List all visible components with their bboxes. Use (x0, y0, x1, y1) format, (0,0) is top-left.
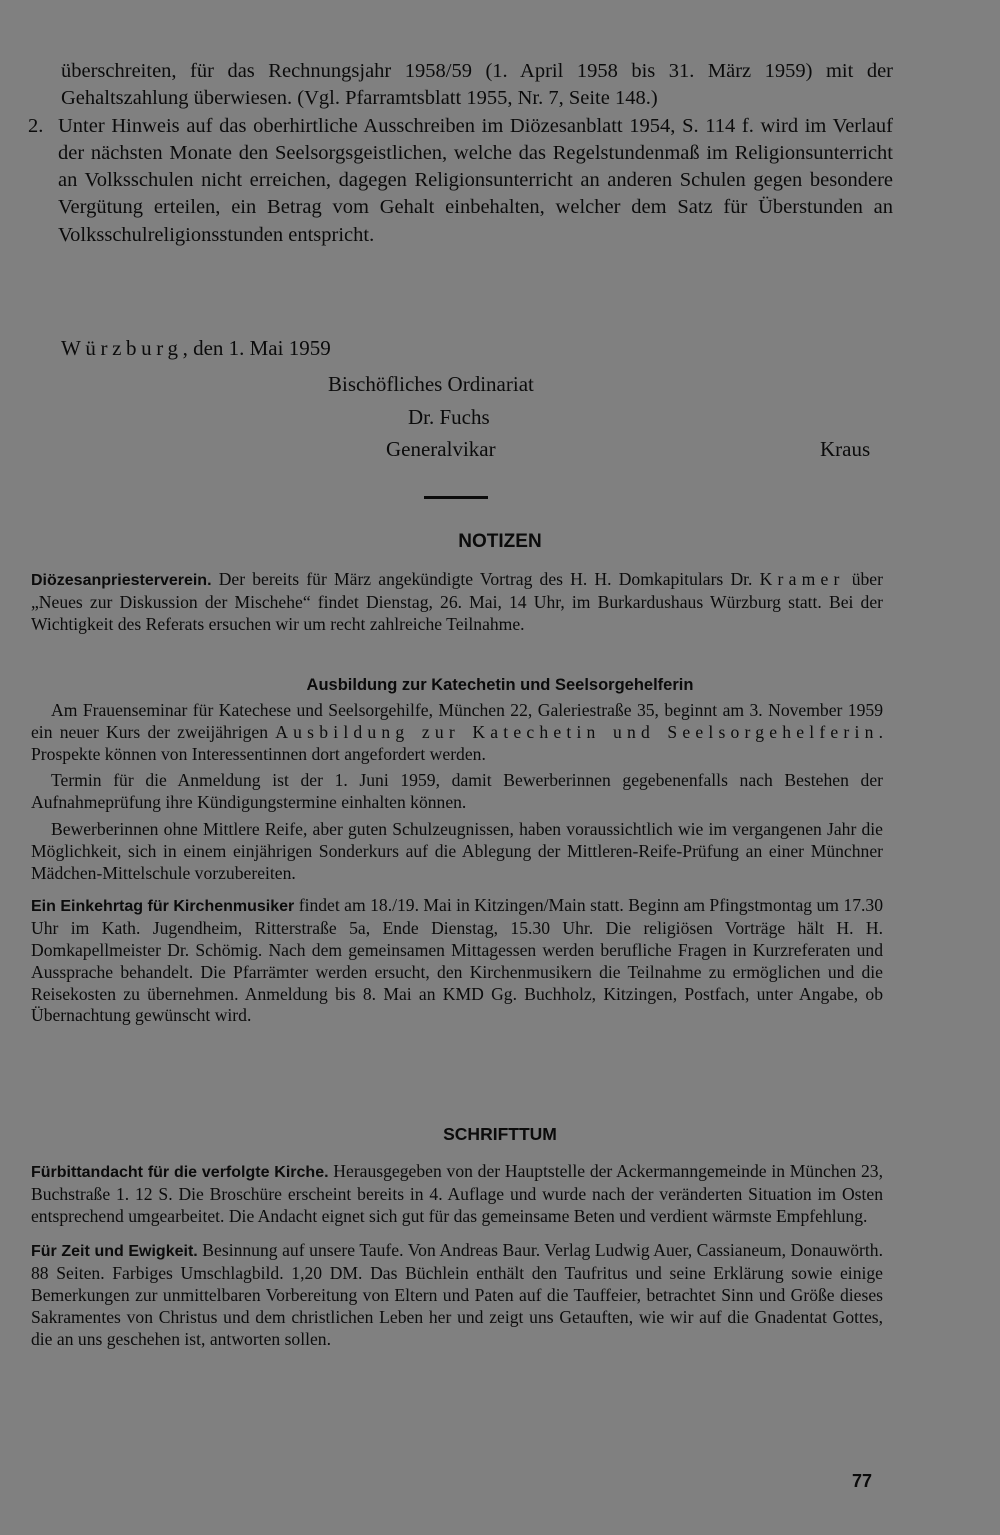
book-title: Fürbittandacht für die verfolgte Kirche. (31, 1164, 329, 1181)
book-review-2 (31, 1240, 883, 1350)
note-text: findet am 18./19. Mai in Kitzingen/Main statt. Beginn am Pfingstmontag um 17.30 Uhr im Kath. Jugendheim, Ritterstraße 5a, Ende Dienstag, 15.30 Uhr. Die religiösen Vorträge hält H. H. Domkapellmeister Dr. Schömig. Nach dem gemeinsamen Mittagessen werden berufliche Fragen in Kurzreferaten und Aussprache behandelt. Die Pfarrämter werden ersucht, den Kirchenmusikern die Teilnahme zu ermöglichen und die Reisekosten zu übernehmen. Anmeldung bis 8. Mai an KMD Gg. Buchholz, Kitzingen, Postfach, unter Angabe, ob Übernachtung gewünscht wird. (31, 895, 883, 1026)
signatory-role: Generalvikar (386, 437, 496, 461)
divider-rule (424, 496, 488, 499)
katechetin-heading: Ausbildung zur Katechetin und Seelsorgehelferin (306, 676, 694, 694)
book-title: Für Zeit und Ewigkeit. (31, 1243, 198, 1261)
note-text: Am Frauenseminar für Katechese und Seelsorgehilfe, München 22, Galeriestraße 35, beginnt am 3. November 1959 ein neuer Kurs der zweijährigen (31, 700, 883, 742)
spaced-name: Kramer (759, 569, 845, 589)
schrifttum-heading: SCHRIFTTUM (443, 1124, 557, 1144)
place: Würzburg (61, 336, 183, 360)
item-text: Unter Hinweis auf das oberhirtliche Ausschreiben im Diözesanblatt 1954, S. 114 f. wird im Verlauf der nächsten Monate den Seelsorgsgeistlichen, welche das Regelstundenmaß im Religionsunterricht an Volksschulen nicht erreichen, dagegen Religionsunterricht an anderen Schulen gegen besondere Vergütung erteilen, ein Betrag vom Gehalt einbehalten, welcher dem Satz für Überstunden an Volksschulreligionsstunden entspricht. (58, 114, 893, 246)
review-text: Besinnung auf unsere Taufe. Von Andreas Baur. Verlag Ludwig Auer, Cassianeum, Donauwörth. 88 Seiten. Farbiges Umschlagbild. 1,20 DM. Das Büchlein enthält den Taufritus und seine Erklärung sowie einige Bemerkungen zur unmittelbaren Vorbereitung von Eltern und Paten auf die Tauffeier, betrachtet Sinn und Größe dieses Sakramentes von Christus und dem christlichen Leben her und zeigt uns Getauften, wie wir auf die Gnadentat Gottes, die an uns geschehen ist, antworten sollen. (31, 1240, 883, 1349)
signatory-name: Dr. Fuchs (408, 405, 490, 429)
katechetin-p1 (31, 700, 883, 765)
spaced-phrase: Ausbildung zur Katechetin und Seelsorgehelferin (275, 721, 879, 742)
office-name: Bischöfliches Ordinariat (328, 372, 534, 396)
einkehrtag-note (31, 895, 883, 1027)
book-review-1 (31, 1161, 883, 1227)
second-signatory: Kraus (820, 437, 871, 461)
review-text: Herausgegeben von der Hauptstelle der Ackermanngemeinde in München 23, Buchstraße 1. 12 S. Die Broschüre erscheint bereits in 4. Auflage und wurde nach der veränderten Situation im Osten entsprechend umgearbeitet. Die Andacht eignet sich gut für das gemeinsame Beten und verdient wärmste Empfehlung. (31, 1161, 883, 1226)
note-lead: Ein Einkehrtag für Kirchenmusiker (31, 898, 295, 916)
notizen-heading: NOTIZEN (458, 531, 542, 552)
continuation-text (28, 58, 893, 249)
katechetin-p3: Bewerberinnen ohne Mittlere Reife, aber guten Schulzeugnissen, haben voraussichtlich wie im vergangenen Jahr die Möglichkeit, sich in einem einjährigen Sonderkurs auf die Ablegung der Mittleren-Reife-Prüfung an einer Münchner Mädchen-Mittelschule vorzubereiten. (31, 818, 883, 883)
place-date-line (61, 336, 331, 361)
numbered-item-2: 2. Unter Hinweis auf das oberhirtliche Ausschreiben im Diözesanblatt 1954, S. 114 f. wird im Verlauf der nächsten Monate den Seelsorgsgeistlichen, welche das Regelstundenmaß im Religionsunterricht an Volksschulen nicht erreichen, dagegen Religionsunterricht an anderen Schulen gegen besondere Vergütung erteilen, ein Betrag vom Gehalt einbehalten, welcher dem Satz für Überstunden an Volksschulreligionsstunden entspricht. (61, 113, 893, 249)
note-text: . Prospekte können von Interessentinnen dort angefordert werden. (31, 721, 883, 764)
note-text: über „Neues zur Diskussion der Mischehe“ findet Dienstag, 26. Mai, 14 Uhr, im Burkardushaus Würzburg statt. Bei der Wichtigkeit des Referats ersuchen wir um recht zahlreiche Teilnahme. (31, 569, 883, 634)
paragraph-1: überschreiten, für das Rechnungsjahr 1958/59 (1. April 1958 bis 31. März 1959) mit der Gehaltszahlung überwiesen. (Vgl. Pfarramtsblatt 1955, Nr. 7, Seite 148.) (61, 60, 893, 110)
katechetin-section (31, 700, 883, 1027)
note-priesterverein (31, 569, 883, 635)
date: , den 1. Mai 1959 (182, 336, 331, 360)
katechetin-p2: Termin für die Anmeldung ist der 1. Juni 1959, damit Bewerberinnen gegebenenfalls nach Bestehen der Aufnahmeprüfung ihre Kündigungstermine einhalten können. (31, 770, 883, 813)
page-number: 77 (852, 1471, 873, 1491)
note-text: Der bereits für März angekündigte Vortrag des H. H. Domkapitulars Dr. (211, 569, 760, 589)
note-lead: Diözesanpriesterverein. (31, 572, 212, 589)
schrifttum-section (31, 1161, 883, 1350)
notizen-section (31, 569, 883, 635)
